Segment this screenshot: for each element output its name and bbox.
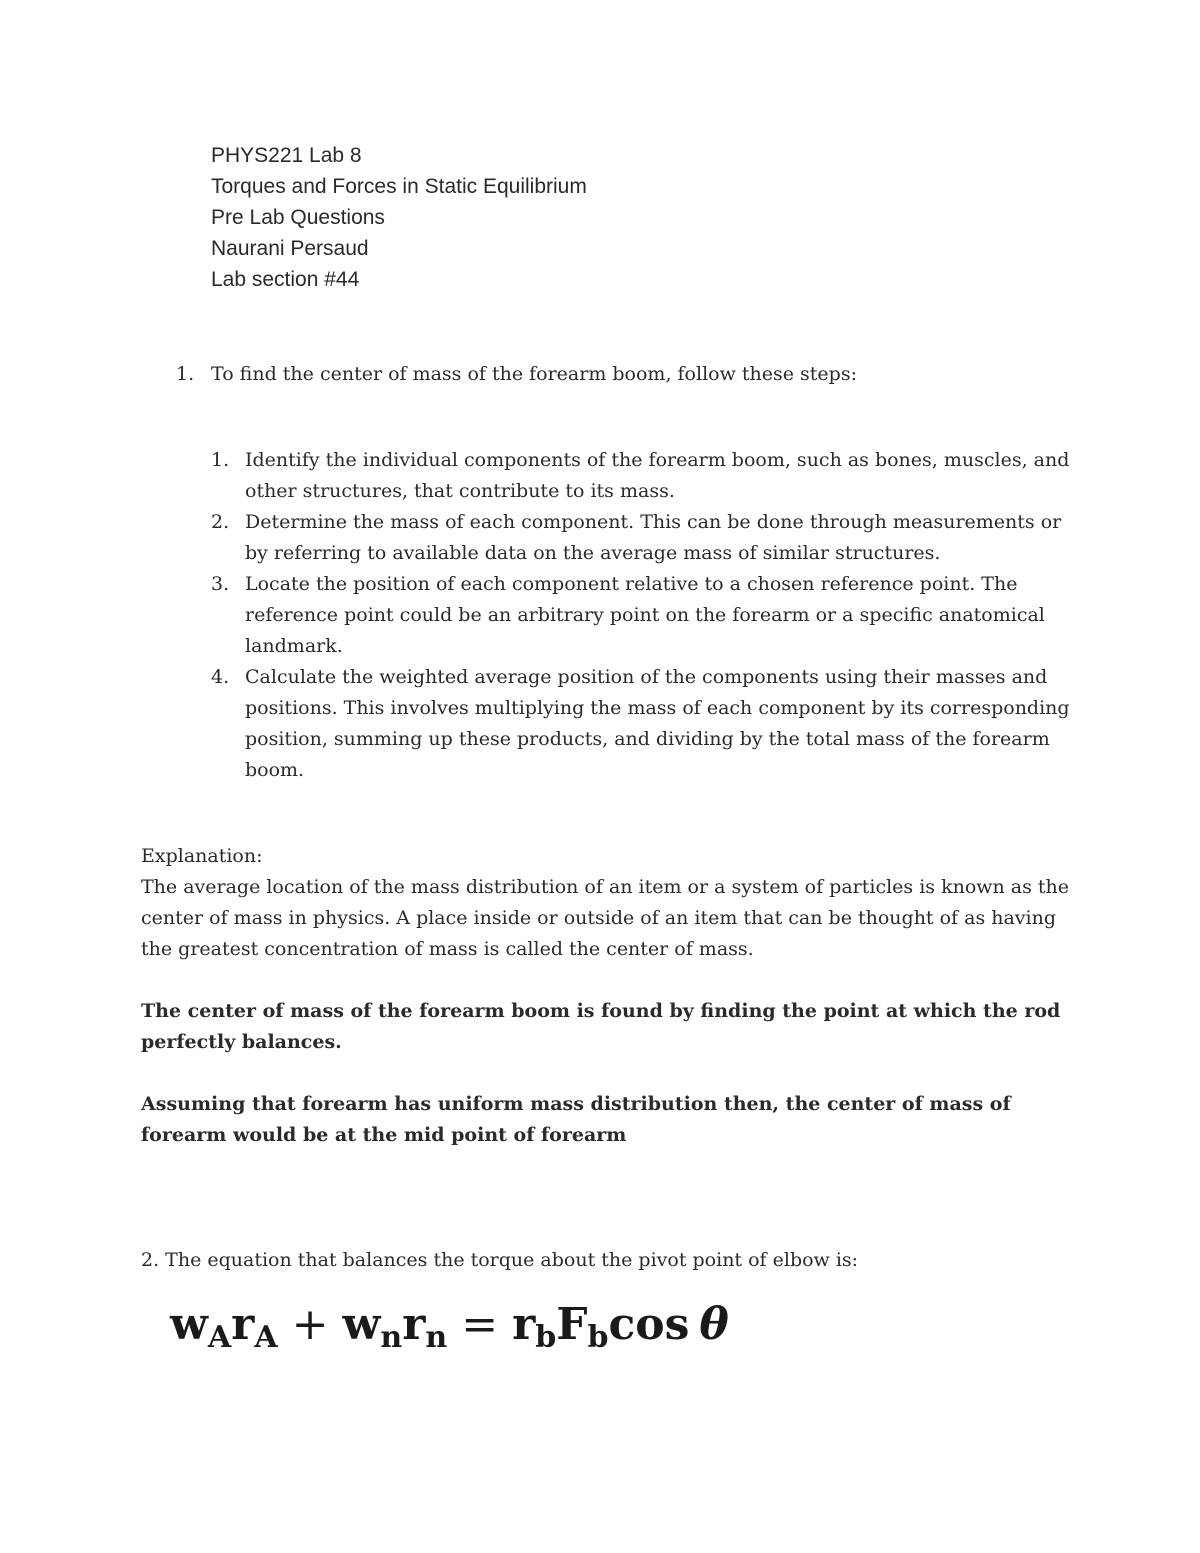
eq-sub-n: n xyxy=(425,1320,448,1355)
step-number: 1. xyxy=(211,449,230,471)
list-item xyxy=(211,507,1081,569)
explanation-section xyxy=(141,841,1071,1151)
steps-list xyxy=(211,445,1081,786)
eq-sub-b: b xyxy=(535,1320,557,1355)
list-item xyxy=(211,662,1081,786)
paragraph-spacer xyxy=(141,965,1071,996)
eq-radius-a: r xyxy=(231,1299,255,1350)
step-text: Calculate the weighted average position of the components using their masses and positions. This involves multiplying the mass of each component by its corresponding position, summing up these products, and dividing by the total mass of the forearm boom. xyxy=(245,666,1070,781)
eq-radius-b: r xyxy=(512,1299,536,1350)
eq-sub-n: n xyxy=(380,1320,403,1355)
document-subtitle: Pre Lab Questions xyxy=(211,206,385,229)
explanation-answer-1: The center of mass of the forearm boom is found by finding the point at which the rod perfectly balances. xyxy=(141,1000,1061,1053)
torque-equation xyxy=(170,1290,729,1360)
document-header xyxy=(211,140,587,295)
eq-equals: = xyxy=(461,1299,499,1350)
course-title: PHYS221 Lab 8 xyxy=(211,144,362,167)
step-text: Identify the individual components of the forearm boom, such as bones, muscles, and other structures, that contribute to its mass. xyxy=(245,449,1070,502)
step-number: 4. xyxy=(211,666,230,688)
lab-title: Torques and Forces in Static Equilibrium xyxy=(211,175,587,198)
step-number: 2. xyxy=(211,511,230,533)
list-item xyxy=(211,445,1081,507)
step-text: Locate the position of each component relative to a chosen reference point. The reference point could be an arbitrary point on the forearm or a specific anatomical landmark. xyxy=(245,573,1045,657)
student-name: Naurani Persaud xyxy=(211,237,369,260)
step-number: 3. xyxy=(211,573,230,595)
paragraph-spacer xyxy=(141,1058,1071,1089)
eq-theta: θ xyxy=(699,1299,729,1350)
question-1-text: To find the center of mass of the forearm boom, follow these steps: xyxy=(211,363,857,385)
question-1-number: 1. xyxy=(176,363,195,385)
eq-sub-b: b xyxy=(587,1320,609,1355)
step-text: Determine the mass of each component. This can be done through measurements or by referring to available data on the average mass of similar structures. xyxy=(245,511,1062,564)
explanation-body: The average location of the mass distribution of an item or a system of particles is known as the center of mass in physics. A place inside or outside of an item that can be thought of as having the greatest concentration of mass is called the center of mass. xyxy=(141,876,1070,960)
eq-radius-n: r xyxy=(402,1299,426,1350)
list-item xyxy=(211,569,1081,662)
eq-plus: + xyxy=(291,1299,329,1350)
eq-force-b: F xyxy=(556,1299,588,1350)
question-2-text: 2. The equation that balances the torque about the pivot point of elbow is: xyxy=(141,1249,859,1271)
lab-section: Lab section #44 xyxy=(211,268,360,291)
explanation-label: Explanation: xyxy=(141,845,263,867)
eq-sub-a: A xyxy=(254,1320,278,1355)
eq-sub-a: A xyxy=(207,1320,232,1355)
eq-weight-n: w xyxy=(342,1299,381,1350)
eq-weight-a: w xyxy=(170,1299,208,1350)
eq-cos: cos xyxy=(608,1299,690,1350)
explanation-answer-2: Assuming that forearm has uniform mass distribution then, the center of mass of forearm would be at the mid point of forearm xyxy=(141,1093,1011,1146)
